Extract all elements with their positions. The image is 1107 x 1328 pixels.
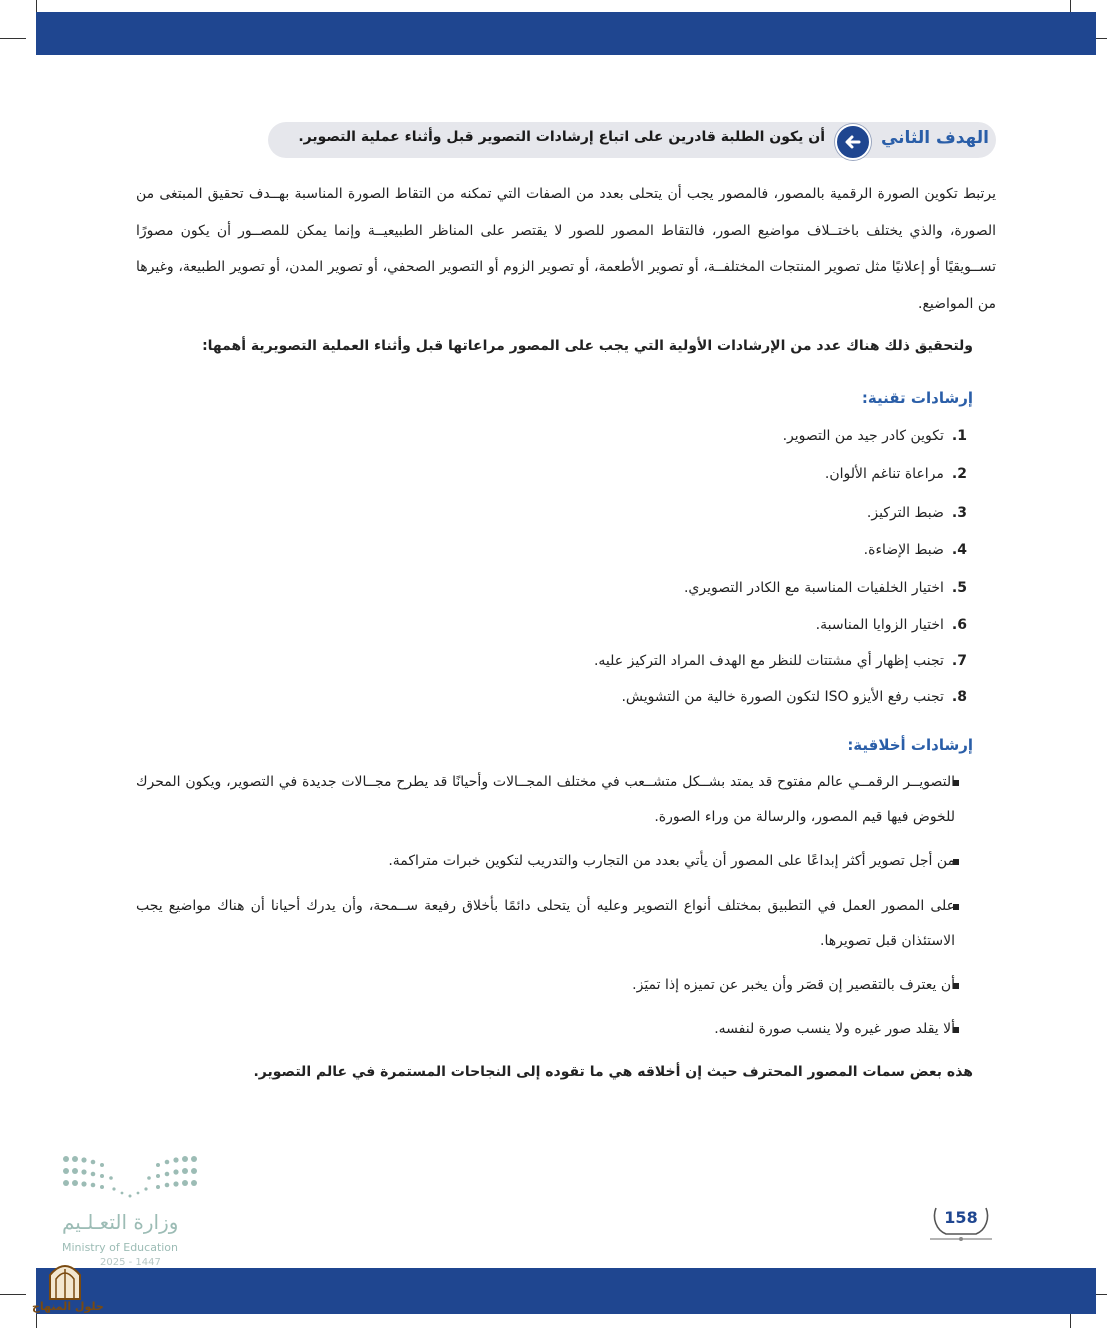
item-number: 8. [951,689,967,705]
list-item [867,505,967,521]
intro-paragraph: يرتبط تكوين الصورة الرقمية بالمصور، فالمصور يجب أن يتحلى بعدد من الصفات التي تمكنه من التقاط الصورة المناسبة بهــدف تحقيق المبتغى من الصورة، والذي يختلف باختــلاف مواضيع الصور، فالتقاط المصور للصور لا يقتصر على المناظر الطبيعيــة وإنما يمكن للمصــور أن يكون مصورًا تســويقيًا أو إعلانيًا مثل تصوير المنتجات المختلفــة، أو تصوير الأطعمة، أو تصوير الزوم أو التصوير الصحفي، أو تصوير المدن، أو تصوير الطبيعة، وغيرها من المواضيع. [136,186,996,313]
closing-text: هذه بعض سمات المصور المحترف حيث إن أخلاقه هي ما تقوده إلى النجاحات المستمرة في عالم التصوير. [253,1064,973,1080]
page-number: 158 [944,1208,978,1227]
item-number: 1. [951,428,967,444]
page-number-badge [930,1206,992,1242]
bullet-item: ألا يقلد صور غيره ولا ينسب صورة لنفسه. [714,1021,955,1037]
ministry-logo-icon [62,1155,198,1199]
item-text: اختيار الخلفيات المناسبة مع الكادر التصويري. [683,580,944,596]
technical-heading: إرشادات تقنية: [861,389,973,407]
watermark-text: حلول المنهاج [32,1300,104,1313]
intro-lead: ولتحقيق ذلك هناك عدد من الإرشادات الأولية التي يجب على المصور مراعاتها قبل وأثناء العملية التصويرية أهمها: [202,338,973,354]
list-item [825,466,967,482]
item-number: 5. [951,580,967,596]
footer-bar [36,1268,1096,1314]
bullet-item: التصويــر الرقمــي عالم مفتوح قد يمتد بشــكل متشــعب في مختلف المجــالات وأحيانًا قد يطرح مجــالات جديدة في التصوير، ويكون المحرك للخوض فيها قيم المصور، والرسالة من وراء الصورة. [136,774,955,825]
crop-mark [0,38,26,39]
item-number: 2. [951,466,967,482]
ministry-name-ar: وزارة التعـلـيم [62,1210,179,1234]
item-text: تجنب إظهار أي مشتتات للنظر مع الهدف المراد التركيز عليه. [593,653,944,669]
bullet-item: أن يعترف بالتقصير إن قصَر وأن يخبر عن تميزه إذا تميَز. [632,977,955,993]
item-text: ضبط التركيز. [866,505,944,521]
goal-title: الهدف الثاني [880,128,989,148]
list-item [816,617,967,633]
arrow-left-icon [835,124,871,160]
item-text: تكوين كادر جيد من التصوير. [782,428,944,444]
item-text: ضبط الإضاءة. [863,542,944,558]
ministry-name-en: Ministry of Education [62,1241,179,1254]
ethical-heading: إرشادات أخلاقية: [847,736,973,754]
item-text: اختيار الزوايا المناسبة. [815,617,944,633]
item-text: تجنب رفع الأيزو ISO لتكون الصورة خالية من التشويش. [621,689,944,705]
header-bar [36,12,1096,55]
item-text: مراعاة تناغم الألوان. [824,466,944,482]
list-item [864,542,967,558]
item-number: 3. [951,505,967,521]
item-number: 7. [951,653,967,669]
list-item [783,428,967,444]
item-number: 6. [951,617,967,633]
goal-text: أن يكون الطلبة قادرين على اتباع إرشادات التصوير قبل وأثناء عملية التصوير. [298,129,825,145]
bullet-item: على المصور العمل في التطبيق بمختلف أنواع التصوير وعليه أن يتحلى دائمًا بأخلاق رفيعة ســمحة، وأن يدرك أحيانا أن هناك مواضيع يجب الاستئذان قبل تصويرها. [136,898,955,949]
ministry-year: 2025 - 1447 [100,1257,161,1268]
list-item [684,580,967,596]
list-item [621,689,967,705]
item-number: 4. [951,542,967,558]
crop-mark [0,1294,26,1295]
watermark-logo-icon [30,1255,100,1303]
bullet-item: من أجل تصوير أكثر إبداعًا على المصور أن يأتي بعدد من التجارب والتدريب لتكوين خبرات متراكمة. [388,853,955,869]
list-item [594,653,967,669]
